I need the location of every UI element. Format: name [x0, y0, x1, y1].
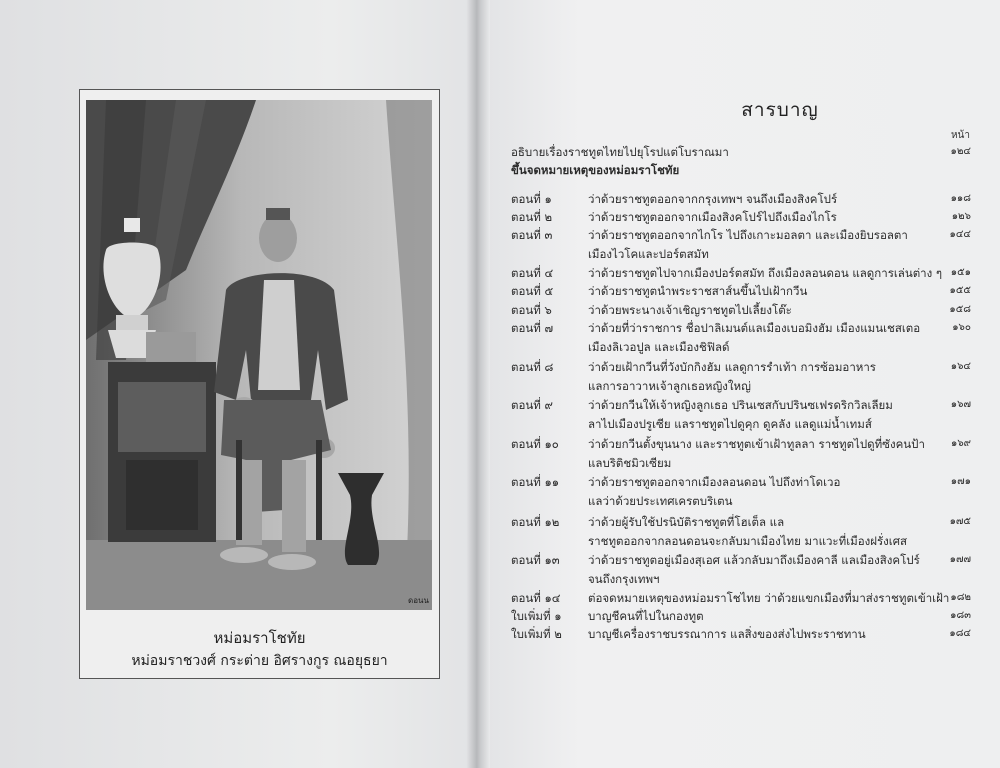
toc-entry-page: ๑๖๙: [950, 438, 971, 449]
toc-entry-chapter: ตอนที่ ๑๑: [511, 475, 560, 489]
toc-entry-text: ว่าด้วยพระนางเจ้าเชิญราชทูตไปเลี้ยงโต๊ะ: [588, 303, 792, 317]
toc-entry-chapter: ตอนที่ ๑๔: [511, 591, 561, 605]
toc-entry-text: ว่าด้วยกวีนตั้งขุนนาง และราชทูตเข้าเฝ้าทูลลา ราชทูตไปดูที่ซังคนป้า: [588, 437, 925, 451]
toc-entry-chapter: ตอนที่ ๑๓: [511, 553, 560, 567]
toc-entry-continuation: แลการอาวาหเจ้าลูกเธอหญิงใหญ่: [588, 379, 751, 393]
toc-entry-page: ๑๘๒: [950, 592, 971, 603]
toc-entry-page: ๑๘๓: [950, 610, 971, 621]
toc-entry-continuation: ราชทูตออกจากลอนดอนจะกลับมาเมืองไทย มาแวะที่เมืองฝรั่งเศส: [588, 534, 908, 548]
toc-title: สารบาญ: [741, 99, 819, 121]
toc-entry-text: ว่าด้วยกวีนให้เจ้าหญิงลูกเธอ ปรินเซสกับปรินซเฟรดริกวิลเลียม: [588, 398, 893, 412]
toc-entry-continuation: แลว่าด้วยประเทศเครตบริเตน: [588, 494, 733, 508]
toc-entry-continuation: จนถึงกรุงเทพฯ: [588, 572, 660, 586]
toc-entry-chapter: ใบเพิ่มที่ ๒: [511, 627, 562, 641]
toc-entry-continuation: เมืองลิเวอปูล และเมืองชิฟิลด์: [588, 340, 730, 354]
toc-entry-text: ว่าด้วยราชทูตไปจากเมืองปอร์ตสมัท ถึงเมืองลอนดอน แลดูการเล่นต่าง ๆ: [588, 266, 943, 280]
toc-entry-page: ๑๕๕: [949, 285, 971, 296]
toc-entry-page: ๑๑๘: [950, 193, 971, 204]
toc-entry-text: ว่าด้วยราชทูตออกจากไกโร ไปถึงเกาะมอลตา และเมืองยิบรอลตา: [588, 228, 908, 242]
toc-preface-text: อธิบายเรื่องราชทูตไทยไปยุโรปแต่โบราณมา: [511, 145, 729, 159]
toc-entry-chapter: ตอนที่ ๓: [511, 228, 553, 242]
toc-entry-text: ว่าด้วยราชทูตอยู่เมืองสุเอศ แล้วกลับมาถึงเมืองคาลี แลเมืองสิงคโปร์: [588, 553, 920, 567]
toc-entry-page: ๑๖๐: [952, 322, 971, 333]
toc-entry-page: ๑๗๗: [949, 554, 971, 565]
toc-section-heading-text: ขึ้นจดหมายเหตุของหม่อมราโชทัย: [511, 163, 680, 177]
toc-preface-page: ๑๒๔: [950, 146, 971, 157]
toc-entry-text: บาญชีเครื่องราชบรรณาการ แลสิ่งของส่งไปพระราชทาน: [588, 627, 866, 641]
toc-entry-text: ว่าด้วยราชทูตออกจากเมืองลอนดอน ไปถึงท่าโดเวอ: [588, 475, 841, 489]
toc-entry-chapter: ตอนที่ ๘: [511, 360, 554, 374]
toc-entry-text: ว่าด้วยราชทูตนำพระราชสาส์นขึ้นไปเฝ้ากวีน: [588, 284, 808, 298]
page-column-header: หน้า: [950, 130, 970, 141]
toc-entry-text: บาญชีคนที่ไปในกองทูต: [588, 609, 704, 623]
photo-mark: ดอนน: [408, 596, 429, 605]
toc-entry-page: ๑๗๑: [950, 476, 971, 487]
toc-entry-continuation: เมืองไวโคและปอร์ตสมัท: [588, 247, 709, 261]
toc-entry-chapter: ตอนที่ ๑๒: [511, 515, 560, 529]
toc-entry-text: ว่าด้วยที่ว่าราชการ ชื่อปาลิเมนต์แลเมืองเบอมิงฮัม เมืองแมนเชสเตอ: [588, 321, 921, 335]
toc-entry-page: ๑๔๔: [949, 229, 971, 240]
toc-entry-page: ๑๕๑: [950, 267, 971, 278]
book-gutter: [466, 0, 490, 768]
toc-entry-chapter: ตอนที่ ๑๐: [511, 437, 559, 451]
portrait-photo: [86, 100, 432, 610]
toc-entry-chapter: ตอนที่ ๗: [511, 321, 554, 335]
toc-entry-chapter: ตอนที่ ๔: [511, 266, 554, 280]
toc-entry-continuation: ลาไปเมืองปรูเซีย แลราชทูตไปดูคุก ดูคลัง แลดูแม่น้ำเทมส์: [588, 417, 872, 431]
toc-entry-continuation: แลบริติชมิวเซียม: [588, 456, 672, 470]
toc-entry-page: ๑๖๗: [950, 399, 971, 410]
toc-entry-page: ๑๘๔: [949, 628, 971, 639]
toc-entry-page: ๑๖๔: [950, 361, 971, 372]
toc-entry-chapter: ตอนที่ ๑: [511, 192, 552, 206]
toc-entry-chapter: ตอนที่ ๙: [511, 398, 553, 412]
toc-entry-text: ต่อจดหมายเหตุของหม่อมราโชไทย ว่าด้วยแขกเมืองที่มาส่งราชทูตเข้าเฝ้า: [588, 591, 950, 605]
toc-entry-text: ว่าด้วยเฝ้ากวีนที่วังบักกิงฮัม แลดูการรำเท้า การซ้อมอาหาร: [588, 360, 876, 374]
toc-entry-page: ๑๒๖: [951, 211, 971, 222]
portrait-illustration: [86, 100, 432, 610]
toc-entry-text: ว่าด้วยผู้รับใช้ปรนิบัติราชทูตที่โฮเต็ล แล: [588, 515, 785, 529]
toc-entry-text: ว่าด้วยราชทูตออกจากเมืองสิงคโปร์ไปถึงเมืองไกโร: [588, 210, 837, 224]
toc-entry-page: ๑๕๘: [949, 304, 971, 315]
toc-entry-text: ว่าด้วยราชทูตออกจากกรุงเทพฯ จนถึงเมืองสิงคโปร์: [588, 192, 838, 206]
toc-entry-chapter: ตอนที่ ๖: [511, 303, 552, 317]
portrait-caption-full: หม่อมราชวงศ์ กระต่าย อิศรางกูร ณอยุธยา: [131, 653, 388, 669]
toc-entry-page: ๑๗๕: [949, 516, 971, 527]
toc-entry-chapter: ตอนที่ ๒: [511, 210, 553, 224]
toc-entry-chapter: ใบเพิ่มที่ ๑: [511, 609, 562, 623]
toc-entry-chapter: ตอนที่ ๕: [511, 284, 554, 298]
portrait-caption-name: หม่อมราโชทัย: [213, 629, 306, 647]
